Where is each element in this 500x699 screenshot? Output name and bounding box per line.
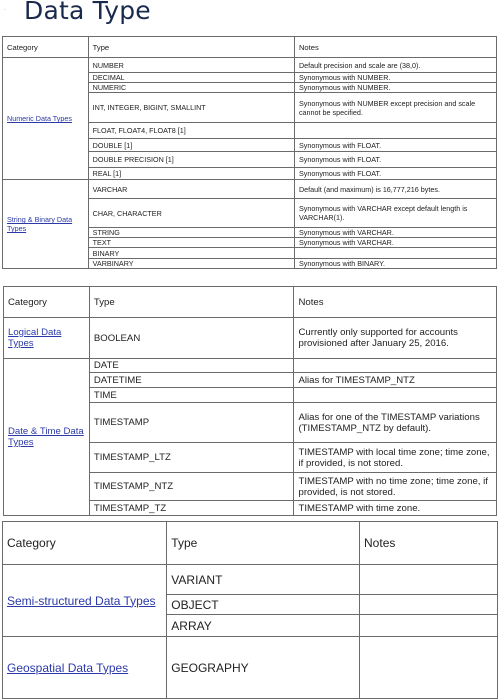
category-link-numeric[interactable]: Numeric Data Types	[7, 114, 72, 123]
notes-cell: Synonymous with BINARY.	[294, 259, 496, 269]
page-title: Data Type	[24, 0, 151, 25]
notes-cell	[360, 615, 498, 637]
table-row	[4, 359, 497, 373]
category-cell	[3, 637, 167, 699]
data-type-table-semistructured-geospatial	[2, 521, 498, 699]
table-row	[3, 180, 497, 199]
notes-cell: Synonymous with NUMBER except precision and scale cannot be specified.	[294, 93, 496, 123]
notes-cell: TIMESTAMP with no time zone; time zone, if provided, is not stored.	[294, 473, 497, 501]
table-row	[3, 637, 498, 699]
type-cell: ARRAY	[167, 615, 360, 637]
table-row	[3, 565, 498, 595]
type-cell: TIME	[89, 388, 294, 403]
corner-mark: .	[4, 6, 6, 12]
category-cell	[3, 565, 167, 637]
header-notes: Notes	[360, 522, 498, 565]
type-cell: OBJECT	[167, 595, 360, 615]
type-cell: DECIMAL	[88, 73, 294, 83]
category-link-date-time[interactable]: Date & Time Data Types	[8, 426, 84, 448]
notes-cell	[294, 359, 497, 373]
type-cell: DATE	[89, 359, 294, 373]
header-category: Category	[4, 287, 90, 318]
notes-cell	[294, 123, 496, 139]
type-cell: VARCHAR	[88, 180, 294, 199]
notes-cell: Alias for TIMESTAMP_NTZ	[294, 373, 497, 388]
notes-cell: Default precision and scale are (38,0).	[294, 58, 496, 73]
type-cell: DOUBLE [1]	[88, 139, 294, 152]
table-row	[3, 58, 497, 73]
type-cell: DOUBLE PRECISION [1]	[88, 152, 294, 168]
category-link-logical[interactable]: Logical Data Types	[8, 327, 62, 349]
notes-cell: Synonymous with VARCHAR except default length is VARCHAR(1).	[294, 199, 496, 228]
header-notes: Notes	[294, 287, 497, 318]
notes-cell: Alias for one of the TIMESTAMP variations (TIMESTAMP_NTZ by default).	[294, 403, 497, 443]
notes-cell: Synonymous with VARCHAR.	[294, 238, 496, 248]
type-cell: TIMESTAMP_TZ	[89, 501, 294, 516]
notes-cell: Synonymous with VARCHAR.	[294, 228, 496, 238]
type-cell: NUMERIC	[88, 83, 294, 93]
type-cell: TEXT	[88, 238, 294, 248]
type-cell: BOOLEAN	[89, 318, 294, 359]
notes-cell	[360, 637, 498, 699]
type-cell: GEOGRAPHY	[167, 637, 360, 699]
type-cell: TIMESTAMP_LTZ	[89, 443, 294, 473]
header-type: Type	[167, 522, 360, 565]
type-cell: FLOAT, FLOAT4, FLOAT8 [1]	[88, 123, 294, 139]
notes-cell: Default (and maximum) is 16,777,216 bytes.	[294, 180, 496, 199]
header-category: Category	[3, 522, 167, 565]
type-cell: DATETIME	[89, 373, 294, 388]
type-cell: CHAR, CHARACTER	[88, 199, 294, 228]
type-cell: INT, INTEGER, BIGINT, SMALLINT	[88, 93, 294, 123]
data-type-table-logical-datetime	[3, 286, 497, 516]
notes-cell: Synonymous with FLOAT.	[294, 152, 496, 168]
notes-cell: Synonymous with FLOAT.	[294, 168, 496, 180]
category-cell	[3, 58, 89, 180]
notes-cell: TIMESTAMP with time zone.	[294, 501, 497, 516]
header-type: Type	[89, 287, 294, 318]
notes-cell	[360, 565, 498, 595]
table-header-row	[4, 287, 497, 318]
category-cell	[4, 359, 90, 516]
notes-cell	[294, 248, 496, 259]
notes-cell: TIMESTAMP with local time zone; time zone, if provided, is not stored.	[294, 443, 497, 473]
header-notes: Notes	[294, 37, 496, 58]
header-category: Category	[3, 37, 89, 58]
table-header-row	[3, 37, 497, 58]
type-cell: BINARY	[88, 248, 294, 259]
category-link-geospatial[interactable]: Geospatial Data Types	[7, 660, 129, 675]
table-row	[4, 318, 497, 359]
category-link-semi-structured[interactable]: Semi-structured Data Types	[7, 593, 156, 608]
category-link-string-binary[interactable]: String & Binary Data Types	[7, 215, 73, 233]
type-cell: REAL [1]	[88, 168, 294, 180]
notes-cell	[294, 388, 497, 403]
type-cell: NUMBER	[88, 58, 294, 73]
type-cell: STRING	[88, 228, 294, 238]
notes-cell	[360, 595, 498, 615]
type-cell: TIMESTAMP	[89, 403, 294, 443]
table-header-row	[3, 522, 498, 565]
data-type-table-numeric-string	[2, 36, 497, 269]
notes-cell: Synonymous with NUMBER.	[294, 73, 496, 83]
category-cell	[4, 318, 90, 359]
notes-cell: Synonymous with FLOAT.	[294, 139, 496, 152]
category-cell	[3, 180, 89, 269]
type-cell: VARIANT	[167, 565, 360, 595]
type-cell: TIMESTAMP_NTZ	[89, 473, 294, 501]
notes-cell: Synonymous with NUMBER.	[294, 83, 496, 93]
type-cell: VARBINARY	[88, 259, 294, 269]
notes-cell: Currently only supported for accounts provisioned after January 25, 2016.	[294, 318, 497, 359]
header-type: Type	[88, 37, 294, 58]
